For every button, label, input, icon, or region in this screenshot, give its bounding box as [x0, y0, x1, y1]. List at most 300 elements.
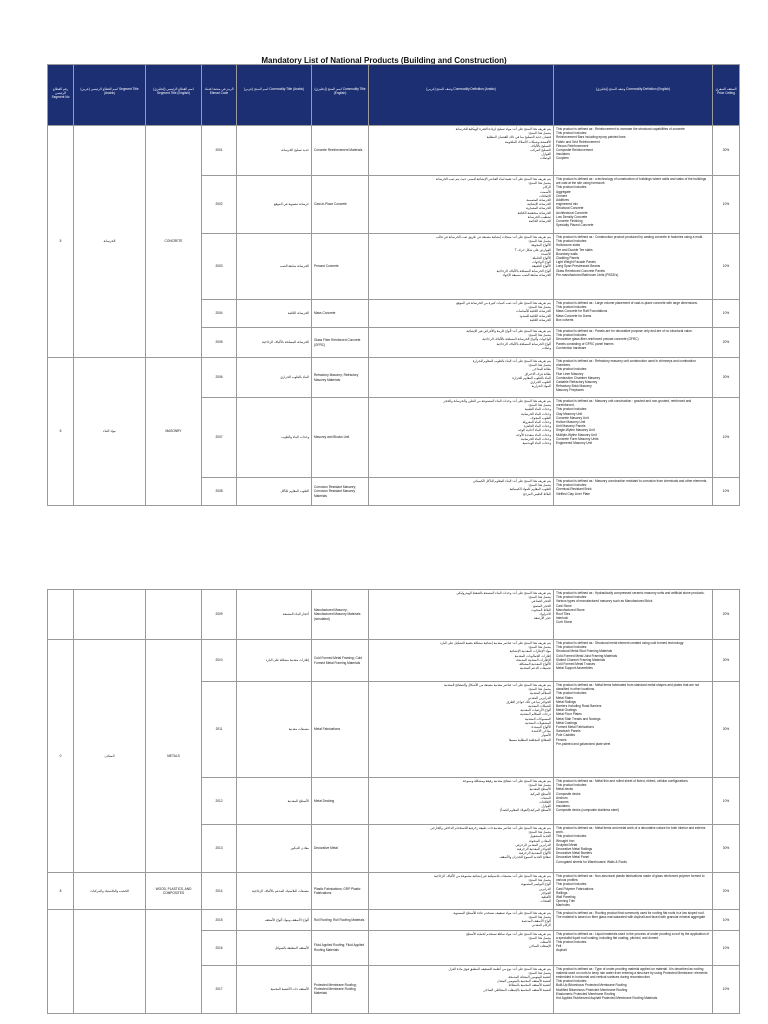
definition-line: Hollowcore slabs [556, 243, 581, 248]
definition-line: Composite decks [556, 791, 581, 796]
definition-line: Cast Stone [556, 603, 572, 608]
header-segment-ar: اسم القطاع الرئيسي (عربي) Segment Title (Arabic) [74, 65, 146, 126]
price-ceiling: 10% [713, 478, 740, 506]
definition-line: الأقمشة وشبكات الأسلاك الملحومة [505, 139, 551, 144]
definition-line: Wrought Iron [556, 838, 575, 843]
segment-title-ar [74, 909, 146, 1013]
definition-line: يتم تعريف هذا المنتج على أنه: منتجات إنشائية مصنعة عن طريق صب الخرسانة في قالب [436, 235, 551, 239]
etimad-code: 2009 [202, 590, 237, 640]
etimad-code: 2005 [202, 328, 237, 358]
definition-line: Composite Reinforcement [556, 148, 593, 153]
definition-line: ألواح الأرضيات المعدنية [520, 708, 551, 713]
definition-line: This product is defined as : Metal thin and rolled sheet of fluted, ribbed, cellular configurations [556, 779, 688, 783]
definition-line: Railings [556, 890, 568, 895]
table-row [48, 909, 740, 930]
definition-line: الخرسانة الكتلية للسدود [519, 313, 551, 318]
definition-line: يتم تعريف هذا المنتج على أنه: البناء المقاوم للتآكل الكيميائي [472, 479, 551, 483]
definition-en [554, 234, 713, 300]
definition-line: أغشية الأسقف المحمية بالبيتومين المعدل [497, 979, 551, 984]
definition-line: Insulators [556, 804, 570, 809]
definition-line: يشمل هذا المنتج: [528, 131, 551, 136]
header-segment-en: اسم القطاع الرئيسي (إنجليزي) Segment Title (English) [146, 65, 202, 126]
segment-title-en [146, 590, 202, 640]
table-row [48, 873, 740, 910]
definition-line: إطارات الجمالونات المعدنية [514, 653, 551, 658]
definition-ar [369, 126, 554, 176]
definition-line: Manholes [556, 903, 570, 908]
segment-no [48, 590, 74, 640]
etimad-code: 2001 [202, 126, 237, 176]
definition-ar [369, 590, 554, 640]
definition-line: العوازل [541, 152, 551, 157]
definition-line: يتم تعريف هذا المنتج على أنه: وحدات البناء المصنعة بالضغط الهيدروليكي [456, 591, 551, 595]
price-ceiling: 20% [713, 328, 740, 358]
segment-title-en: WOOD, PLASTICS, AND COMPOSITES [146, 873, 202, 910]
definition-line: المعادن المنحوتة [529, 838, 551, 843]
definition-line: الخرسانة الكتلية للأساسات [515, 309, 551, 314]
definition-line: Structural Metal Stud Framing Materials [556, 649, 613, 654]
definition-line: الطوب الحراري [530, 380, 551, 385]
definition-line: Modified Bituminous Protected Membrane Roofing [556, 987, 628, 992]
definition-line: يتم تعريف هذا المنتج على أنه: مواد تسليح لزيادة القدرة الهيكلية للخرسانة [455, 127, 551, 131]
definition-line: ألواح البوليمر المصبوبة [521, 882, 551, 887]
definition-ar [369, 965, 554, 1013]
commodity-title-en: Fluid Applied Roofing; Fluid Applied Roofing Materials [312, 930, 369, 965]
definition-line: Chemical-Resistant Brick [556, 487, 592, 492]
definition-line: وحدات البناء الهندسية [522, 441, 551, 446]
etimad-code: 2016 [202, 930, 237, 965]
products-table-page-2 [47, 589, 740, 1014]
definition-line: Light Weight Facade Panels [556, 260, 596, 265]
definition-line: This product includes: [556, 783, 588, 788]
definition-line: أغشية الأسقف المحمية بالمطاط [508, 983, 551, 988]
definition-line: يتم تعريف هذا المنتج على أنه: تقنية لبناء العناصر الإنشائية للمبنى حيث يتم صب الخرسانة [435, 177, 551, 181]
commodity-title-ar: مصنعات البلاستيك المدعم بالألياف الزجاجية [237, 873, 312, 910]
commodity-title-en: Glass Fiber Reinforced Concrete (GFRC) [312, 328, 369, 358]
commodity-title-ar: حديد تسليح الخرسانة [237, 126, 312, 176]
definition-line: الألواح المعدنية الزخرفية [518, 851, 551, 856]
definition-line: يتم تعريف هذا المنتج على أنه: عناصر معدنية مصنعة من الأشكال والصفائح المعدنية [443, 683, 551, 687]
definition-en [554, 682, 713, 778]
commodity-title-en: Concrete Reinforcement Materials [312, 126, 369, 176]
definition-en [554, 176, 713, 234]
definition-line: الألواح الخفيفة [532, 264, 551, 269]
definition-line: Engineered Masonry Unit [556, 441, 592, 446]
price-ceiling: 10% [713, 930, 740, 965]
definition-ar [369, 478, 554, 506]
definition-line: This product includes: [556, 691, 588, 696]
segment-no [48, 909, 74, 1013]
definition-line: Concrete Masonry Unit [556, 415, 589, 420]
definition-line: This product includes: [556, 407, 588, 412]
commodity-title-en: Precast Concrete [312, 234, 369, 300]
commodity-title-ar: الأسقف ذات الأغشية المحمية [237, 965, 312, 1013]
definition-line: Cast Polymer Fabrications [556, 886, 594, 891]
segment-no: 5 [48, 126, 74, 358]
definition-line: الأسطح المعدنية [529, 787, 551, 792]
definition-line: الإطارات المعدنية المدمجة [516, 657, 551, 662]
definition-line: التسليح بالألياف [530, 143, 551, 148]
price-ceiling: 10% [713, 176, 740, 234]
definition-line: الخرسانة سابقة الصب مسبقة الإجهاد [502, 272, 551, 277]
definition-line: تجميعات الدعم المعدنية [519, 666, 551, 671]
commodity-title-ar: الطوب المقاوم للتآكل [237, 478, 312, 506]
definition-line: الدرابزين المعدني [527, 695, 551, 700]
definition-line: الشبكات المعدنية [528, 704, 551, 709]
definition-line: البلاط الطيني المزجج [523, 491, 551, 496]
definition-line: Boundary walls [556, 251, 578, 256]
definition-line: engineered mix [556, 202, 578, 207]
definition-line: Wall Paneling [556, 895, 576, 900]
price-ceiling: 10% [713, 965, 740, 1013]
definition-line: يشمل هذا المنتج: [528, 687, 551, 692]
definition-en [554, 126, 713, 176]
definition-line: الحجر المصنع [533, 603, 551, 608]
definition-line: يشمل هذا المنتج: [528, 914, 551, 919]
definition-line: This product is defined as : Masonry construction resistant to corrosion from chemicals and other elements. [556, 479, 708, 483]
definition-line: Unit Masonry Panels [556, 424, 586, 429]
definition-line: الخرسانة المعمارية [526, 206, 551, 211]
commodity-title-ar: وحدات البناء والطوب [237, 398, 312, 478]
definition-line: Roof Tiles [556, 612, 571, 617]
definition-en [554, 478, 713, 506]
definition-line: This product includes: [556, 483, 588, 488]
definition-line: البلاط المنحوت [531, 607, 551, 612]
segment-no: 6 [48, 358, 74, 506]
definition-line: Castable Refractory Masonry [556, 380, 598, 385]
definition-line: Concrete Finishing [556, 219, 583, 224]
definition-line: يتم تعريف هذا المنتج على أنه: صفائح معدنية رقيقة ومشكلة ومموجة [462, 779, 551, 783]
definition-line: Anchors [556, 795, 568, 800]
definition-line: الواجهات وألواح الخرسانة المسلحة بالألياف الزجاجية [482, 337, 551, 342]
etimad-code: 2017 [202, 965, 237, 1013]
segment-title-en [146, 909, 202, 1013]
definition-line: الأسمنت [539, 189, 551, 194]
definition-line: الفتحات [540, 899, 551, 904]
definition-line: Reinforcement Bars including epoxy painted bars [556, 135, 626, 140]
commodity-title-en: Manufactured Masonry; Manufactured Masonry Materials (simulated) [312, 590, 369, 640]
price-ceiling: 30% [713, 358, 740, 398]
commodity-title-en: Roll Roofing; Roll Roofing Materials [312, 909, 369, 930]
definition-line: وحدات البناء الخرسانية [521, 436, 551, 441]
definition-line: الأغطية [541, 895, 551, 900]
definition-line: This product includes: [556, 131, 588, 136]
definition-line: Decorative glass-fiber-reinforced precast concrete (GFRC) [556, 337, 639, 342]
definition-en [554, 965, 713, 1013]
definition-line: Refractory Brick Masonry [556, 384, 592, 389]
etimad-code: 2008 [202, 478, 237, 506]
definition-line: Architectural Concrete [556, 210, 588, 215]
definition-line: This product is defined as : Liquid materials used in the process of under proofing a roof by the application of a specialist liquid roof coating, including flat coating, pitched, and domed. [556, 931, 710, 940]
definition-line: العوازل [541, 804, 551, 809]
definition-line: الحواجز بما في ذلك حواجز الطرق [506, 699, 551, 704]
definition-line: الألواح الممددة [531, 725, 551, 730]
definition-line: Concrete Form Masonry Units [556, 436, 599, 441]
definition-line: This product is defined as : Construction product produced by casting concrete in factories using a mold. [556, 235, 704, 239]
definition-line: بطانة المداخن [532, 367, 551, 372]
definition-line: Pre-manufactured Bathroom Units (PBSD's) [556, 272, 619, 277]
definition-line: Additives [556, 198, 569, 203]
definition-line: Barriers Including Road Barriers [556, 704, 602, 709]
definition-line: This product includes: [556, 979, 588, 984]
definition-line: صفائح الحديد المموج للجدران والأسقف [499, 855, 551, 860]
definition-line: الألواح المجوفة [531, 243, 551, 248]
definition-line: Metal Railings [556, 699, 577, 704]
definition-line: أغشية البيتومين المعدلة المدمجة [508, 975, 551, 980]
definition-line: يتم تعريف هذا المنتج على أنه: عناصر معدنية إنشائية مشكلة بتقنية التشكيل على البارد [439, 641, 551, 645]
price-ceiling: 10% [713, 300, 740, 328]
definition-line: Opening Trim [556, 899, 576, 904]
definition-line: Closures [556, 800, 569, 805]
commodity-title-en: Cast-in-Place Concrete [312, 176, 369, 234]
definition-line: Cold Formed Metal Trusses [556, 662, 596, 667]
definition-line: Sandwich Panels [556, 729, 581, 734]
definition-ar [369, 176, 554, 234]
definition-line: يشمل هذا المنتج: [528, 595, 551, 600]
definition-line: الإسفلت الساخن [528, 944, 551, 949]
definition-en [554, 909, 713, 930]
definition-line: This product is defined as : Non-structural plastic fabrications made of glass reinforced polymer formed to various profiles. [556, 874, 705, 883]
definition-line: Cold-Formed Metal Joist Framing Materials [556, 653, 618, 658]
definition-line: الخرسانة منخفضة الكثافة [517, 210, 551, 215]
definition-line: This product is defined as : Large volume placement of cast-in-place concrete with large dimensions. [556, 301, 698, 305]
definition-line: Hollow Masonry Unit [556, 420, 586, 425]
definition-line: يتم تعريف هذا المنتج على أنه: عناصر معدنية ذات طبيعة زخرفية للاستخدام الداخلي والخارجي [430, 826, 551, 830]
definition-line: يشمل هذا المنتج: [528, 181, 551, 186]
definition-line: يتم تعريف هذا المنتج على أنه: وحدات البناء المصنوعة من الطين والخرسانة والحجر [443, 399, 551, 403]
definition-line: قضبان حديد التسليح بما في ذلك القضبان المطلية [486, 135, 551, 140]
definition-line: Cement [556, 193, 568, 198]
definition-line: This product includes: [556, 645, 588, 650]
definition-line: This product includes: [556, 882, 588, 887]
document-title: Mandatory List of National Products (Building and Construction) [261, 56, 507, 65]
etimad-code: 2013 [202, 825, 237, 873]
definition-ar [369, 930, 554, 965]
commodity-title-en: Metal Decking [312, 778, 369, 825]
definition-line: الأسفلت [539, 940, 551, 945]
definition-line: الحديد المشغول [529, 834, 551, 839]
definition-line: درجات السلالم المعدنية [520, 712, 551, 717]
etimad-code: 2010 [202, 640, 237, 682]
definition-line: Formed Metal Fabrications [556, 725, 594, 730]
definition-line: Vitrified Clay Liner Plate [556, 491, 590, 496]
definition-line: This product is defined as : a technology of construction of buildings where walls and slabs of the buildings are cast at the site using formwork [556, 177, 707, 186]
definition-line: يتم تعريف هذا المنتج على أنه: صب كميات كبيرة من الخرسانة في الموقع [456, 301, 551, 305]
definition-line: وصلات [541, 345, 551, 350]
segment-title-en: METALS [146, 640, 202, 873]
definition-line: Glass Reinforced Concrete Panels [556, 268, 605, 273]
definition-line: Pole Caddies [556, 733, 575, 738]
header-title-en: اسم المنتج (إنجليزي) Commodity Title (English) [312, 65, 369, 126]
table-row [48, 126, 740, 176]
commodity-title-ar: ألواح الأسقف ومواد ألواح الأسقف [237, 909, 312, 930]
commodity-title-ar: الخرسانة سابقة الصب [237, 234, 312, 300]
definition-line: مداخن الأعمدة [531, 729, 551, 734]
definition-line: Box culverts [556, 317, 574, 322]
commodity-title-ar: الأسقف المطبقة بالسوائل [237, 930, 312, 965]
definition-line: الطوب المجوف [530, 415, 551, 420]
definition-line: Single-Wythe Masonry Unit [556, 428, 595, 433]
definition-line: Composite decks (composite stainless steel) [556, 808, 619, 813]
etimad-code: 2002 [202, 176, 237, 234]
header-title-ar: اسم المنتج (عربي) Commodity Title (Arabic) [237, 65, 312, 126]
commodity-title-en: Plastic Fabrications; GRP Plastic Fabrications [312, 873, 369, 910]
etimad-code: 2015 [202, 909, 237, 930]
definition-line: الأعمدة [541, 251, 551, 256]
definition-en [554, 778, 713, 825]
definition-line: Asphalt [556, 948, 567, 953]
definition-line: Built-Up Bituminous Protected Membrane Roofing [556, 983, 627, 988]
definition-line: Pre-painted and galvanized plate steel [556, 741, 611, 746]
definition-line: Decorative Metal Panel [556, 855, 589, 860]
definition-line: الحجر الصناعي [531, 599, 551, 604]
definition-line: ألواح الخرسانة المسلحة بالألياف الزجاجية [496, 341, 551, 346]
definition-line: يشمل هذا المنتج: [528, 483, 551, 488]
segment-title-ar: مواد البناء [74, 358, 146, 506]
definition-line: This product is defined as : Panels are for decorative purpose only and are of no structural value. [556, 329, 693, 333]
definition-line: الركام المعدني [531, 923, 551, 928]
definition-line: Various types of manufactured masonry such as Manufactured Brick [556, 599, 653, 604]
definition-ar [369, 234, 554, 300]
definition-line: يتم تعريف هذا المنتج على أنه: نوع من أنظمة التسقيف المطبق فوق مادة العزل [448, 966, 551, 971]
definition-line: ألواح الواجهات [531, 260, 551, 265]
price-ceiling: 20% [713, 873, 740, 910]
definition-line: This product includes: [556, 940, 588, 945]
definition-line: Low Density Concrete [556, 214, 588, 219]
definition-line: يشمل هذا المنتج: [528, 970, 551, 975]
definition-ar [369, 398, 554, 478]
table-row [48, 358, 740, 398]
definition-line: Decorative Metal Railings [556, 847, 593, 852]
definition-line: الدرابزين المعدني الزخرفي [515, 842, 551, 847]
definition-line: Structural Concrete [556, 206, 584, 211]
segment-no: 0 [48, 640, 74, 873]
header-def-ar: وصف المنتج (عربي) Commodity Definition (Arabic) [369, 65, 554, 126]
definition-line: This product includes: [556, 333, 588, 338]
definition-line: الأسطح المركبة (الفولاذ المقاوم للصدأ) [500, 808, 551, 813]
definition-line: يشمل هذا المنتج: [528, 830, 551, 835]
definition-line: الصفائح المجلفنة المطلية مسبقا [508, 737, 551, 742]
commodity-title-ar: الأسطح المعدنية [237, 778, 312, 825]
definition-line: This product is defined as : Hydraulically compressed ceramic masonry units and artificial stone products. [556, 591, 705, 595]
definition-line: حجر الأرصفة [534, 616, 551, 621]
definition-en [554, 328, 713, 358]
commodity-title-en: Masonry and Blocks Unit [312, 398, 369, 478]
definition-line: الألواح الحاملة [532, 256, 551, 261]
commodity-title-en: Refractory Masonry; Refractory Masonry Materials [312, 358, 369, 398]
header-def-en: وصف المنتج (إنجليزي) Commodity Definition (English) [554, 65, 713, 126]
definition-line: يشمل هذا المنتج: [528, 333, 551, 338]
definition-line: يتم تعريف هذا المنتج على أنه: مواد تسقيف تستخدم عادة للأسطح المستوية [453, 910, 551, 915]
definition-line: بطانة غرف الاحتراق [524, 371, 551, 376]
definition-line: الحواجز المعدنية الزخرفية [517, 847, 551, 852]
header-price: السقف السعري Price Ceiling [713, 65, 740, 126]
definition-en [554, 398, 713, 478]
definition-line: وحدات البناء المعزولة [522, 420, 551, 425]
definition-line: Mass Concrete for Dams [556, 313, 592, 318]
table-row [48, 640, 740, 682]
commodity-title-ar: إطارات معدنية مشكلة على البارد [237, 640, 312, 682]
segment-title-ar: المعادن [74, 640, 146, 873]
definition-line: Elastomeric Protected Membrane Roofing [556, 991, 616, 996]
definition-line: Corrugated sheets for Warehouses' Walls & Roofs [556, 859, 627, 864]
definition-line: المواد الحرارية [531, 384, 551, 389]
definition-line: Long Span Prestressed Beams [556, 264, 601, 269]
segment-title-ar: الخرسانة [74, 126, 146, 358]
definition-line: يتم تعريف هذا المنتج على أنه: مصنعات بلاستيكية غير إنشائية مصنوعة من الألياف الزجاجية [434, 874, 551, 878]
definition-en [554, 640, 713, 682]
commodity-title-en: Decorative Metal [312, 825, 369, 873]
definition-line: ألواح الخرسانة المسلحة بالألياف الزجاجية [496, 268, 551, 273]
price-ceiling: 30% [713, 825, 740, 873]
definition-line: Tee and Double Tee slabs [556, 247, 593, 252]
definition-line: Metal Stair Treads and Nosings [556, 716, 601, 721]
definition-line: This product is defined as : Metal items fabricated from standard metal shapes and plates that are not classified in other locations. [556, 683, 700, 692]
definition-line: This product includes: [556, 305, 588, 310]
definition-line: يتم تعريف هذا المنتج على أنه: البناء بالطوب المقاوم للحرارة [472, 359, 551, 363]
table-row [48, 590, 740, 640]
definition-ar [369, 640, 554, 682]
definition-line: السلالم المعدنية [529, 691, 551, 696]
definition-line: الإغلاقات [539, 800, 551, 805]
definition-line: تشطيب الخرسانة [527, 214, 551, 219]
definition-line: This product includes: [556, 367, 588, 372]
definition-line: يشمل هذا المنتج: [528, 783, 551, 788]
definition-line: يشمل هذا المنتج: [528, 935, 551, 940]
definition-ar [369, 778, 554, 825]
definition-en [554, 873, 713, 910]
header-row [48, 65, 740, 126]
definition-line: Connection hardware [556, 345, 587, 350]
definition-line: يشمل هذا المنتج: [528, 878, 551, 883]
definition-line: الخرسانة الكتلية [529, 317, 551, 322]
definition-line: الطوب المقاوم للمواد الكيميائية [509, 487, 551, 492]
commodity-title-ar: الخرسانة المسلحة بالألياف الزجاجية [237, 328, 312, 358]
header-segment-no: رقم القطاع الرئيسي Segment No [48, 65, 74, 126]
definition-line: Masonry Fireplaces [556, 388, 584, 393]
definition-line: Mass Concrete for Raft Foundations [556, 309, 608, 314]
definition-line: المثبتات [540, 795, 551, 800]
definition-line: Interlock [556, 616, 569, 621]
definition-line: Felt [556, 944, 562, 949]
definition-line: الركام [542, 185, 551, 190]
definition-line: This product includes: [556, 239, 588, 244]
etimad-code: 2004 [202, 300, 237, 328]
definition-line: يشمل هذا المنتج: [528, 645, 551, 650]
definition-line: ألواح الأسقف المدعمة [521, 919, 551, 924]
definition-line: Insulators [556, 152, 570, 157]
definition-line: وحدات البناء متعددة الأوجه [516, 432, 551, 437]
definition-ar [369, 300, 554, 328]
definition-line: Sculpted Metal [556, 842, 578, 847]
price-ceiling: 20% [713, 590, 740, 640]
commodity-title-en: Corrosion Resistant Masonry; Corrosion Resistant Masonry Materials [312, 478, 369, 506]
definition-line: Flue Liner Masonry [556, 371, 584, 376]
definition-line: Aggregate [556, 189, 571, 194]
definition-line: Clay Masonry Unit [556, 411, 583, 416]
definition-line: Multiple-Wythe Masonry Unit [556, 432, 597, 437]
definition-line: This product includes: [556, 595, 588, 600]
header-etimad: الرمز في منصة اعتماد Etimad Code [202, 65, 237, 126]
commodity-title-en: Mass Concrete [312, 300, 369, 328]
price-ceiling: 30% [713, 682, 740, 778]
definition-line: Fabric and Grid Reinforcement [556, 139, 600, 144]
price-ceiling: 30% [713, 640, 740, 682]
definition-line: Fibrous Reinforcement [556, 143, 589, 148]
definition-line: Fences [556, 737, 567, 742]
definition-line: المسبوكات المعدنية [525, 716, 551, 721]
definition-line: Metal Support Assemblies [556, 666, 593, 671]
